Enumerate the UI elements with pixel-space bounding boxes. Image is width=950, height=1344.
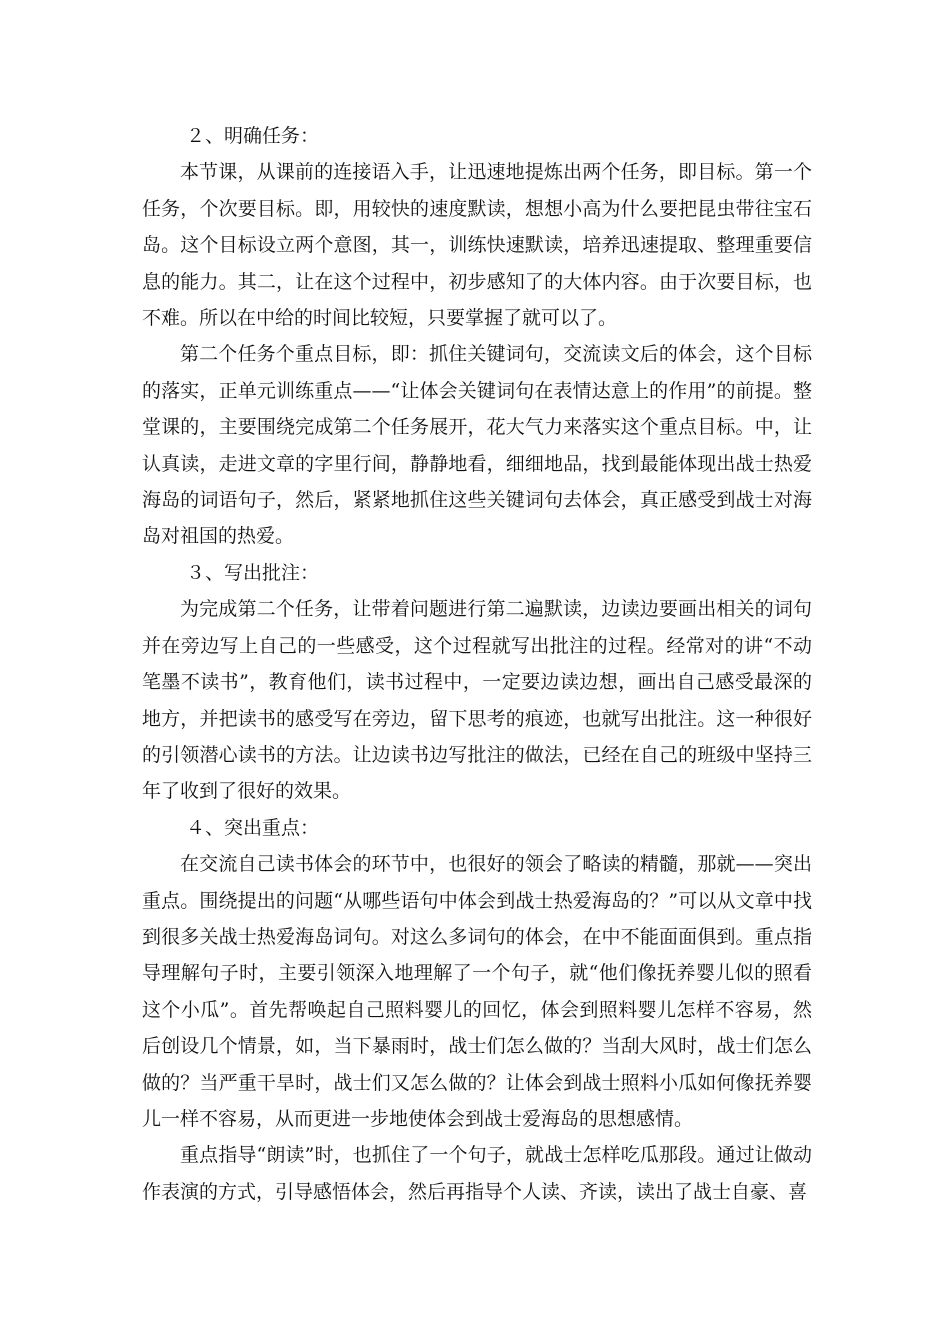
section-heading: ２、明确任务： bbox=[186, 125, 320, 147]
body-paragraph: 为完成第二个任务，让带着问题进行第二遍默读，边读边要画出相关的词句并在旁边写上自己的一些感受，这个过程就写出批注的过程。经常对的讲“不动笔墨不读书”，教育他们，读书过程中，一定要边读边想，画出自己感受最深的地方，并把读书的感受写在旁边，留下思考的痕迹，也就写出批注。这一种很好的引领潜心读书的方法。让边读书边写批注的做法，已经在自己的班级中坚持三年了收到了很好的效果。 bbox=[142, 598, 812, 803]
document-body bbox=[142, 118, 812, 1210]
body-paragraph: 本节课，从课前的连接语入手，让迅速地提炼出两个任务，即目标。第一个任务，个次要目标。即，用较快的速度默读，想想小高为什么要把昆虫带往宝石岛。这个目标设立两个意图，其一，训练快速默读，培养迅速提取、整理重要信息的能力。其二，让在这个过程中，初步感知了的大体内容。由于次要目标，也不难。所以在中给的时间比较短，只要掌握了就可以了。 bbox=[142, 161, 812, 330]
body-paragraph: 在交流自己读书体会的环节中，也很好的领会了略读的精髓，那就——突出重点。围绕提出的问题“从哪些语句中体会到战士热爱海岛的？”可以从文章中找到很多关战士热爱海岛词句。对这么多词句的体会，在中不能面面俱到。重点指导理解句子时，主要引领深入地理解了一个句子，就“他们像抚养婴儿似的照看这个小瓜”。首先帮唤起自己照料婴儿的回忆，体会到照料婴儿怎样不容易，然后创设几个情景，如，当下暴雨时，战士们怎么做的？当刮大风时，战士们怎么做的？当严重干旱时，战士们又怎么做的？让体会到战士照料小瓜如何像抚养婴儿一样不容易，从而更进一步地使体会到战士爱海岛的思想感情。 bbox=[142, 853, 812, 1130]
body-paragraph: 第二个任务个重点目标，即：抓住关键词句，交流读文后的体会，这个目标的落实，正单元训练重点——“让体会关键词句在表情达意上的作用”的前提。整堂课的，主要围绕完成第二个任务展开，花大气力来落实这个重点目标。中，让认真读，走进文章的字里行间，静静地看，细细地品，找到最能体现出战士热爱海岛的词语句子，然后，紧紧地抓住这些关键词句去体会，真正感受到战士对海岛对祖国的热爱。 bbox=[142, 343, 812, 548]
body-paragraph: 重点指导“朗读”时，也抓住了一个句子，就战士怎样吃瓜那段。通过让做动作表演的方式，引导感悟体会，然后再指导个人读、齐读，读出了战士自豪、喜 bbox=[142, 1144, 812, 1203]
section-heading: ４、突出重点： bbox=[186, 816, 320, 839]
section-heading: ３、写出批注： bbox=[186, 561, 320, 584]
